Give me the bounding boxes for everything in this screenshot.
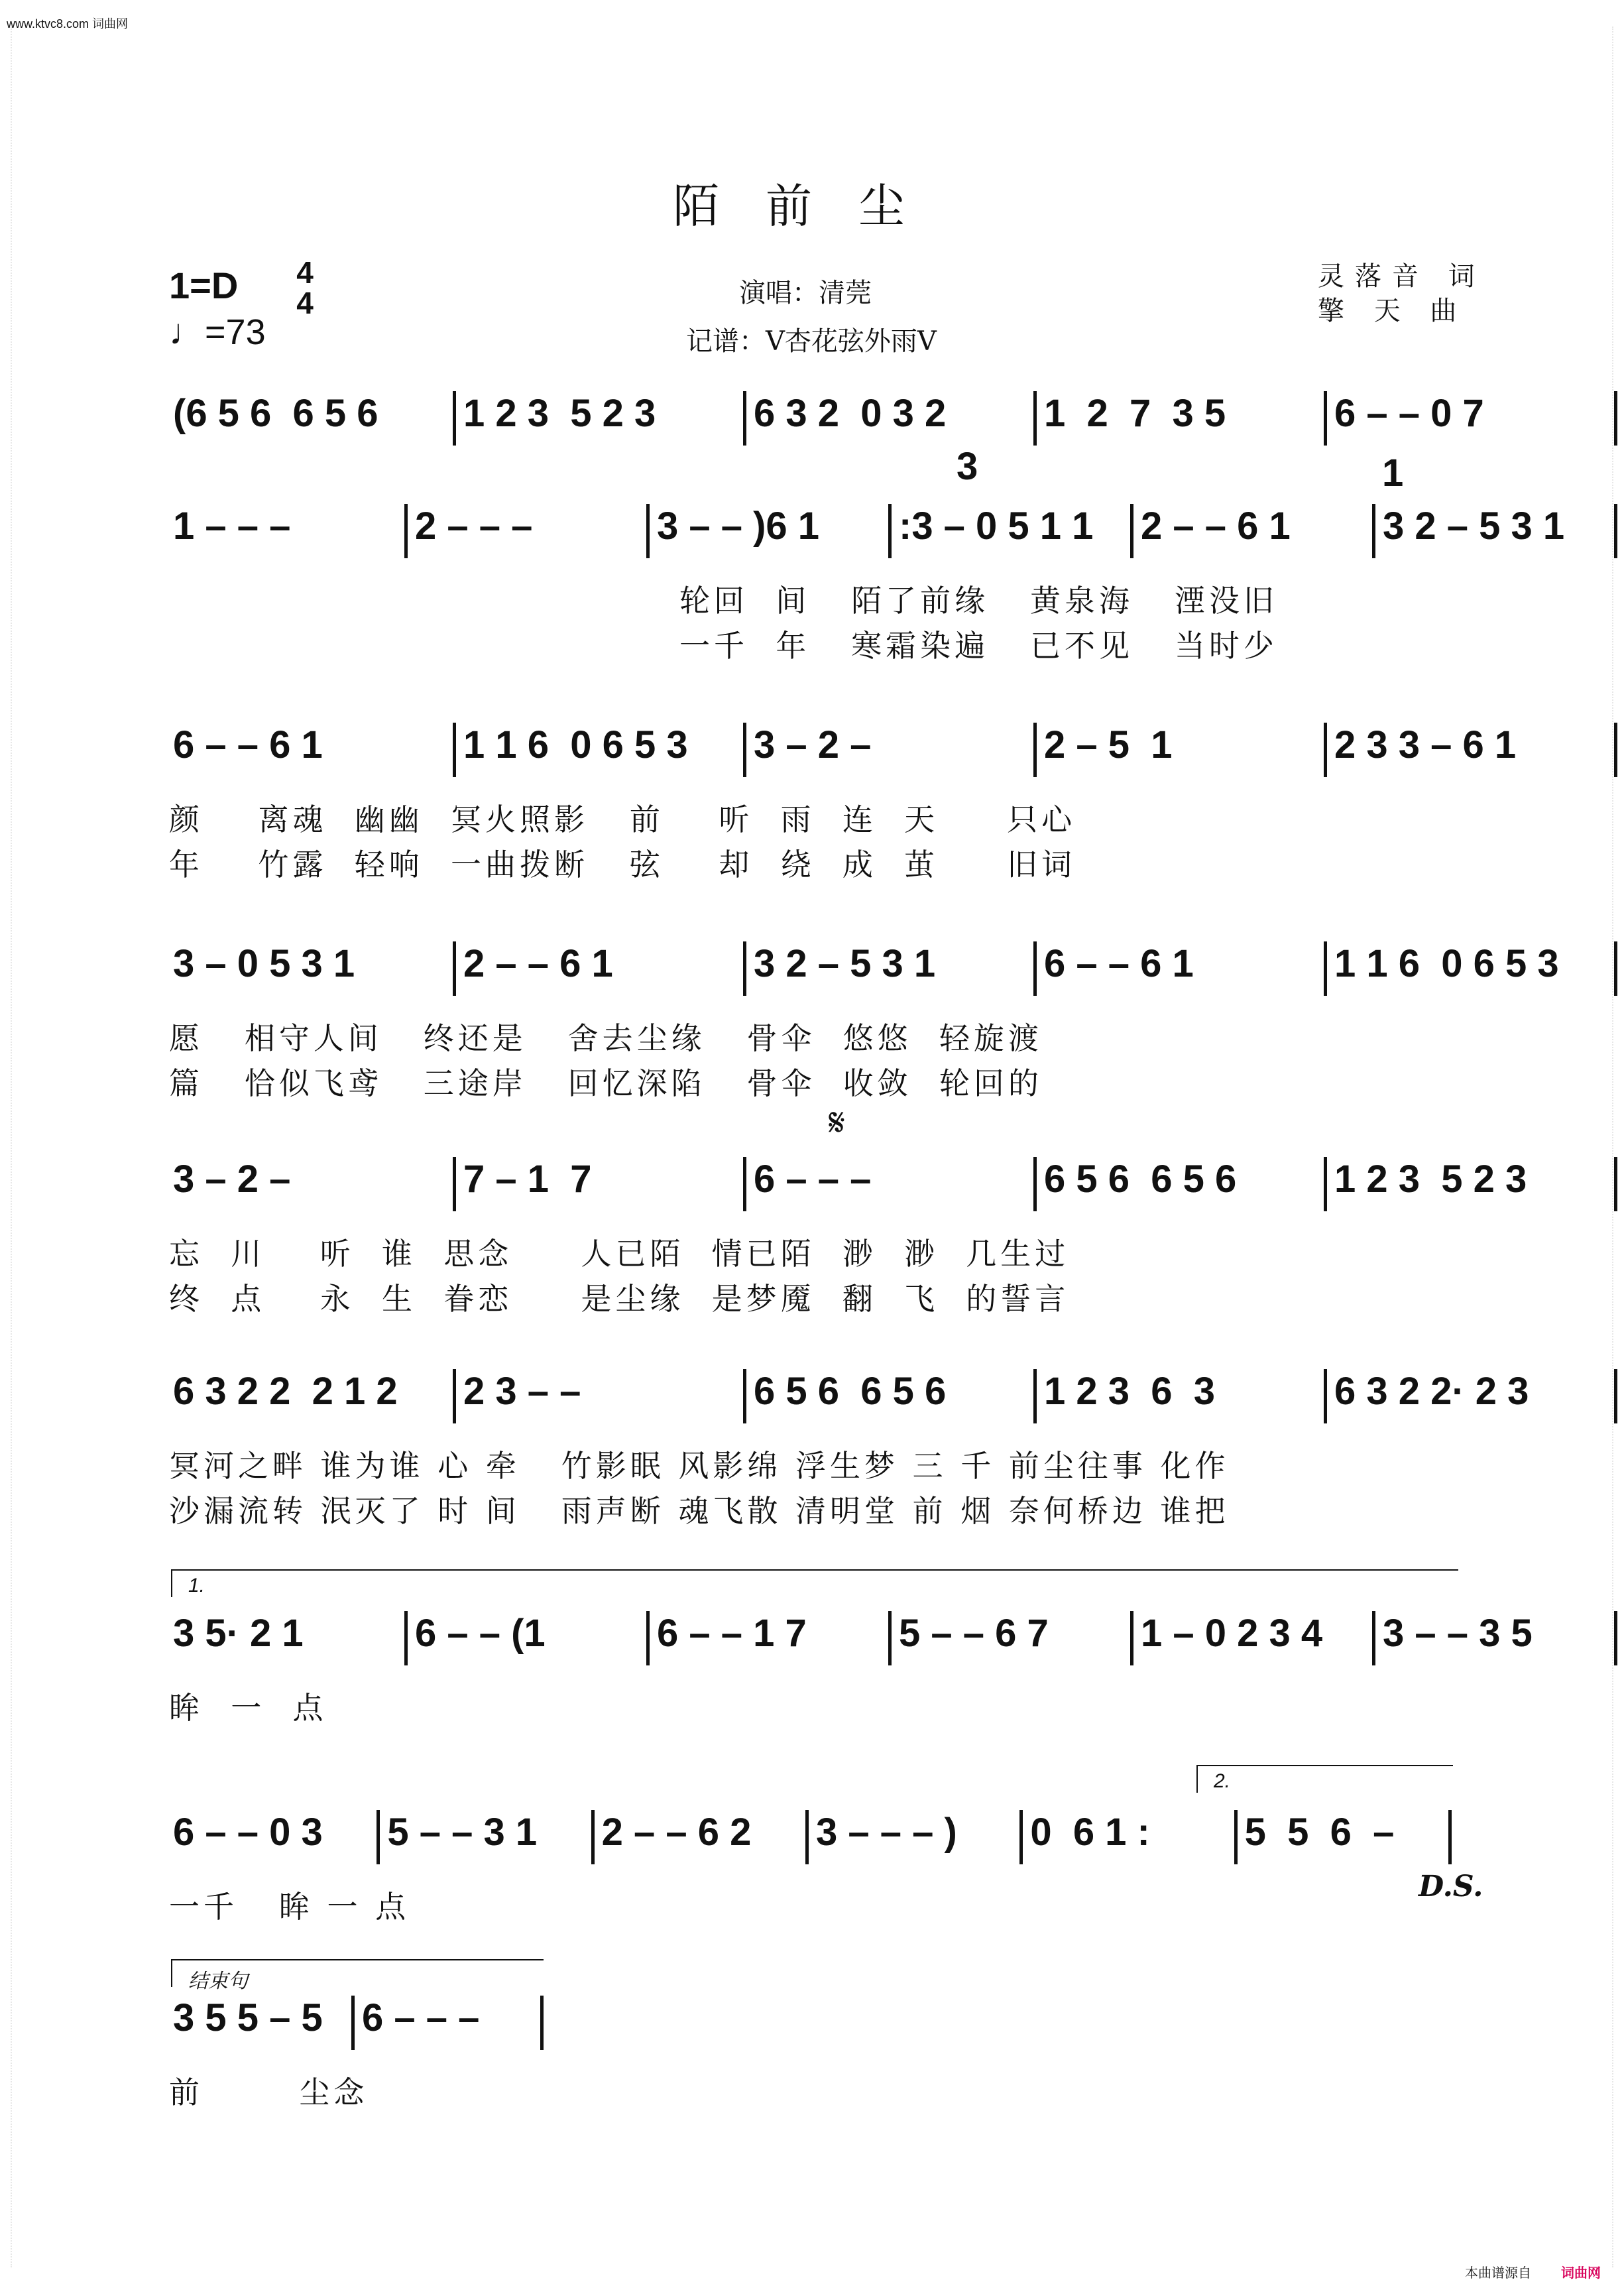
transcriber-credit: 记谱：V杏花弦外雨V (686, 326, 937, 357)
lyric-line-2: 年 竹露 轻响 一曲拨断 弦 却 绕 成 茧 旧词 (169, 847, 1076, 882)
measure-notes: 6 – – 1 7 (657, 1612, 807, 1655)
bar-line (1614, 504, 1617, 558)
measure-notes: 6 – – 6 1 (173, 723, 323, 766)
system-row (169, 723, 1621, 882)
measure-notes: 2 – 5 1 (1044, 723, 1173, 766)
measure-notes: (6 5 6 6 5 6 (173, 392, 378, 435)
left-margin-watermark (0, 27, 12, 2267)
lyric-line-1: 一千 眸 一 点 (169, 1889, 410, 1925)
volta-2-label: 2. (1214, 1770, 1231, 1792)
bar-line (453, 723, 456, 777)
bar-line (1130, 1611, 1133, 1665)
lyric-line-1: 前 尘念 (169, 2074, 369, 2110)
measure-notes: 3 2 – 5 3 1 (1383, 505, 1565, 548)
tempo-mark: ♩=73 (169, 312, 266, 352)
system-row (169, 391, 1621, 444)
bar-line (1033, 1157, 1037, 1211)
bar-line (591, 1810, 595, 1864)
measure-notes: 6 3 2 2 2 1 2 (173, 1370, 398, 1413)
lyric-line-1: 轮回 间 陌了前缘 黄泉海 湮没旧 (679, 583, 1278, 619)
system-row (169, 1369, 1621, 1529)
time-top: 4 (296, 255, 314, 290)
bar-line (646, 1611, 650, 1665)
volta-top-mark: 1 (1382, 451, 1404, 495)
lyric-line-2: 终 点 永 生 眷恋 是尘缘 是梦魇 翻 飞 的誓言 (169, 1281, 1070, 1317)
measure-notes: 7 – 1 7 (463, 1158, 592, 1201)
lyric-line-1: 颜 离魂 幽幽 冥火照影 前 听 雨 连 天 只心 (169, 802, 1076, 837)
measure-notes: 3 – – – ) (816, 1811, 957, 1854)
bar-line (1033, 1369, 1037, 1423)
singer-credit: 演唱：清莞 (739, 278, 872, 308)
system-row (169, 941, 1621, 1101)
bar-line (1614, 1369, 1617, 1423)
bar-line (1372, 504, 1375, 558)
bar-line (1033, 723, 1037, 777)
measure-notes: 3 2 – 5 3 1 (754, 942, 936, 985)
bar-line (1130, 504, 1133, 558)
measure-notes: 2 3 – – (463, 1370, 581, 1413)
measure-notes: 2 – – 6 1 (1141, 505, 1291, 548)
bar-line (1614, 1611, 1617, 1665)
measure-notes: 3 – – 3 5 (1383, 1612, 1533, 1655)
measure-notes: 2 – – – (415, 505, 533, 548)
measure-notes: :3 – 0 5 1 1 (899, 505, 1094, 548)
bar-line (743, 1369, 746, 1423)
lyric-line-2: 沙漏流转 泯灭了 时 间 雨声断 魂飞散 清明堂 前 烟 奈何桥边 谁把 (169, 1493, 1230, 1529)
right-margin-watermark (1612, 27, 1624, 2267)
measure-notes: 1 2 3 6 3 (1044, 1370, 1215, 1413)
system-row (169, 504, 1621, 664)
bar-line (404, 1611, 408, 1665)
measure-notes: 6 – – – (362, 1996, 480, 2039)
measure-notes: 6 – – 0 7 (1334, 392, 1484, 435)
footer-brand: 词曲网 (1561, 2266, 1601, 2281)
bar-line (888, 504, 892, 558)
song-title: 陌前尘 (673, 179, 951, 233)
volta-1-bracket (171, 1569, 1458, 1597)
measure-notes: 3 – 2 – (754, 723, 872, 766)
measure-notes: 1 2 7 3 5 (1044, 392, 1226, 435)
bar-line (1614, 391, 1617, 446)
bar-line (1614, 941, 1617, 996)
measure-notes: 6 – – 6 1 (1044, 942, 1194, 985)
measure-notes: 1 2 3 5 2 3 (463, 392, 656, 435)
lyric-line-1: 愿 相守人间 终还是 舍去尘缘 骨伞 悠悠 轻旋渡 (169, 1020, 1043, 1056)
bar-line (1448, 1810, 1452, 1864)
bar-line (1033, 941, 1037, 996)
volta-1-label: 1. (188, 1575, 205, 1596)
lyricist-credit: 灵落音 词 (1318, 261, 1485, 292)
bar-line (743, 1157, 746, 1211)
composer-credit: 擎 天 曲 (1318, 296, 1468, 326)
measure-notes: 2 3 3 – 6 1 (1334, 723, 1517, 766)
lyric-line-1: 冥河之畔 谁为谁 心 牵 竹影眠 风影绵 浮生梦 三 千 前尘往事 化作 (169, 1448, 1230, 1484)
measure-notes: 1 1 6 0 6 5 3 (1334, 942, 1559, 985)
bar-line (1614, 723, 1617, 777)
time-signature (292, 257, 318, 318)
coda-bracket (171, 1959, 544, 1992)
bar-line (743, 391, 746, 446)
measure-notes: 6 – – 0 3 (173, 1811, 323, 1854)
bar-line (1324, 1157, 1327, 1211)
measure-notes: 3 5· 2 1 (173, 1612, 304, 1655)
segno-mark: 𝄋 (829, 1101, 845, 1144)
system-row (169, 1611, 1621, 1726)
bar-line (453, 941, 456, 996)
bar-line (453, 391, 456, 446)
measure-notes: 6 – – (1 (415, 1612, 546, 1655)
measure-notes: 1 – – – (173, 505, 291, 548)
site-url: www.ktvc8.com 词曲网 (7, 17, 129, 30)
lyric-line-2: 一千 年 寒霜染遍 已不见 当时少 (679, 628, 1278, 664)
bar-line (1324, 1369, 1327, 1423)
bar-line (1019, 1810, 1023, 1864)
bar-line (1324, 941, 1327, 996)
bar-line (453, 1157, 456, 1211)
measure-notes: 6 5 6 6 5 6 (1044, 1158, 1237, 1201)
bar-line (743, 723, 746, 777)
measure-notes: 6 3 2 2· 2 3 (1334, 1370, 1529, 1413)
measure-notes: 3 – – )6 1 (657, 505, 820, 548)
lyric-line-1: 眸 一 点 (169, 1690, 327, 1726)
coda-label: 结束句 (188, 1970, 248, 1992)
measure-notes: 1 2 3 5 2 3 (1334, 1158, 1527, 1201)
bar-line (1614, 1157, 1617, 1211)
measure-notes: 3 5 5 – 5 (173, 1996, 323, 2039)
measure-notes: 2 – – 6 1 (463, 942, 613, 985)
measure-notes: 5 – – 6 7 (899, 1612, 1049, 1655)
system-row (169, 1996, 547, 2110)
measure-notes: 6 3 2 0 3 2 (754, 392, 947, 435)
measure-notes: 1 1 6 0 6 5 3 (463, 723, 688, 766)
measure-notes: 5 5 6 – (1244, 1811, 1395, 1854)
key-signature: 1=D (169, 265, 239, 306)
bar-line (540, 1996, 544, 2050)
bar-line (404, 504, 408, 558)
lyric-line-2: 篇 恰似飞鸢 三途岸 回忆深陷 骨伞 收敛 轮回的 (169, 1065, 1043, 1101)
measure-notes: 3 – 0 5 3 1 (173, 942, 355, 985)
system-row (169, 1157, 1621, 1317)
footer-source: 本曲谱源自 (1465, 2266, 1531, 2281)
lyric-line-1: 忘 川 听 谁 思念 人已陌 情已陌 渺 渺 几生过 (169, 1236, 1070, 1272)
measure-notes: 0 6 1 : (1030, 1811, 1150, 1854)
bar-line (1372, 1611, 1375, 1665)
bar-line (351, 1996, 355, 2050)
measure-notes: 6 – – – (754, 1158, 872, 1201)
bar-line (646, 504, 650, 558)
bar-line (805, 1810, 809, 1864)
bar-line (888, 1611, 892, 1665)
measure-notes: 5 – – 3 1 (387, 1811, 538, 1854)
measure-notes: 1 – 0 2 3 4 (1141, 1612, 1323, 1655)
triplet-mark: 3 (957, 445, 978, 488)
bar-line (1033, 391, 1037, 446)
volta-2-bracket (1196, 1765, 1453, 1793)
bar-line (1234, 1810, 1238, 1864)
measure-notes: 6 5 6 6 5 6 (754, 1370, 947, 1413)
top-strip (0, 0, 1624, 30)
bar-line (453, 1369, 456, 1423)
measure-notes: 2 – – 6 2 (601, 1811, 752, 1854)
measure-notes: 3 – 2 – (173, 1158, 291, 1201)
time-bottom: 4 (296, 286, 314, 320)
bar-line (377, 1810, 380, 1864)
dal-segno: D.S. (1419, 1870, 1483, 1903)
bar-line (1324, 723, 1327, 777)
bar-line (1324, 391, 1327, 446)
bar-line (743, 941, 746, 996)
